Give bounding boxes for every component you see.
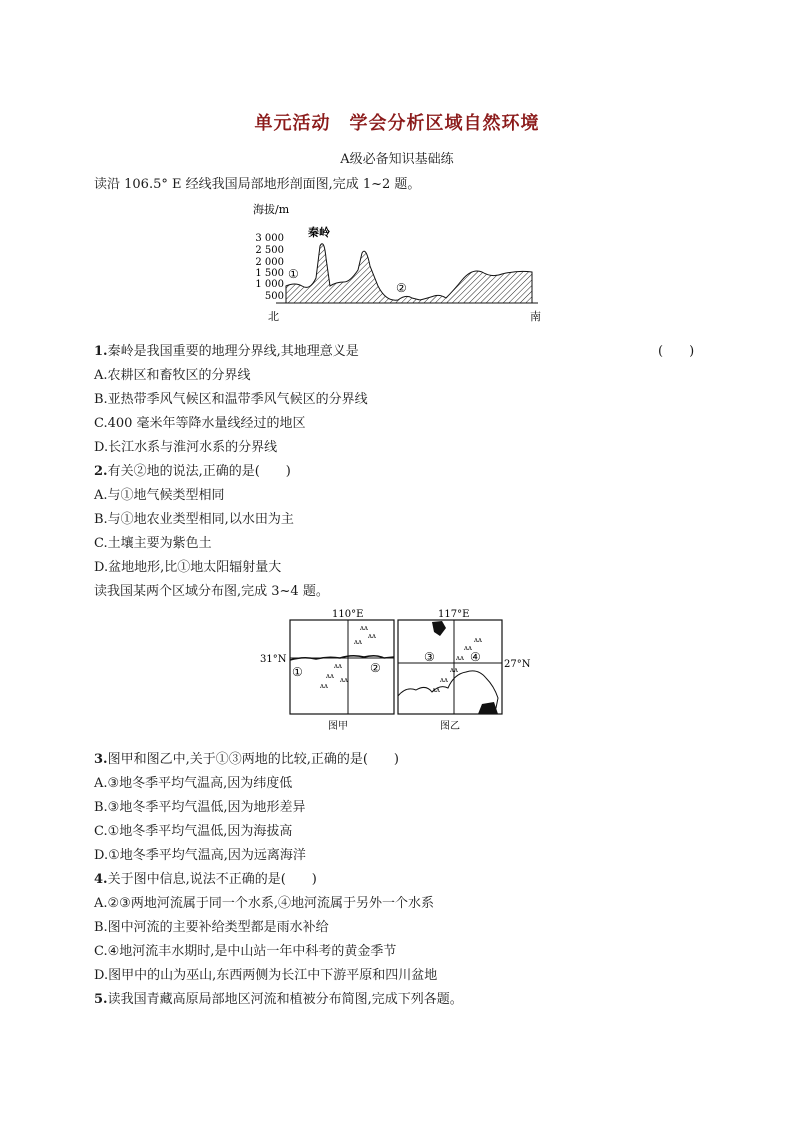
q5-number: 5.	[94, 992, 108, 1007]
yi-mark-4: ④	[470, 650, 481, 664]
yi-mark-3: ③	[424, 650, 435, 664]
q2-option-a: A.与①地气候类型相同	[94, 488, 225, 503]
mountain-symbols	[431, 636, 482, 694]
south-label: 南	[530, 310, 541, 323]
intro-text-2: 读我国某两个区域分布图,完成 3~4 题。	[94, 584, 329, 599]
q2-option-c: C.土壤主要为紫色土	[94, 536, 212, 551]
svg-text:ʌʌ: ʌʌ	[354, 638, 362, 646]
qinling-label: 秦岭	[308, 226, 330, 239]
svg-text:ʌʌ: ʌʌ	[450, 666, 458, 674]
q1-stem	[94, 340, 359, 359]
q1-answer-paren: ( )	[658, 344, 695, 359]
jia-latitude: 31°N	[260, 654, 287, 665]
q2-option-b: B.与①地农业类型相同,以水田为主	[94, 512, 294, 527]
terrain-profile-figure	[240, 198, 560, 326]
q3-number: 3.	[94, 752, 108, 767]
profile-mark-2: ②	[396, 281, 407, 295]
jia-mark-2: ②	[370, 661, 381, 675]
jia-caption: 图甲	[328, 721, 348, 732]
svg-text:ʌʌ: ʌʌ	[320, 682, 328, 690]
yi-caption: 图乙	[440, 721, 460, 732]
q2-stem	[94, 460, 291, 479]
lake-shape	[432, 621, 446, 636]
q1-option-a: A.农耕区和畜牧区的分界线	[94, 368, 251, 383]
q4-option-d: D.图甲中的山为巫山,东西两侧为长江中下游平原和四川盆地	[94, 968, 438, 983]
q3-option-d: D.①地冬季平均气温高,因为远离海洋	[94, 848, 306, 863]
q2-number: 2.	[94, 464, 108, 479]
terrain-profile-shape	[286, 244, 532, 303]
intro-text-1: 读沿 106.5° E 经线我国局部地形剖面图,完成 1~2 题。	[94, 177, 421, 192]
profile-ylabel: 海拔/m	[253, 203, 290, 216]
coast-dark-area	[478, 702, 498, 714]
svg-text:ʌʌ: ʌʌ	[456, 654, 464, 662]
profile-yticks	[255, 233, 284, 302]
svg-text:ʌʌ: ʌʌ	[334, 662, 342, 670]
north-label: 北	[268, 310, 279, 323]
map-yi	[398, 609, 531, 732]
q3-text: 图甲和图乙中,关于①③两地的比较,正确的是( )	[107, 752, 399, 767]
q4-stem	[94, 868, 317, 887]
profile-mark-1: ①	[288, 267, 299, 281]
q1-option-b: B.亚热带季风气候区和温带季风气候区的分界线	[94, 392, 368, 407]
ytick: 500	[264, 291, 284, 302]
svg-text:ʌʌ: ʌʌ	[360, 624, 368, 632]
q1-option-c: C.400 毫米年等降水量线经过的地区	[94, 416, 306, 431]
svg-text:ʌʌ: ʌʌ	[440, 676, 448, 684]
map-jia	[260, 609, 394, 732]
region-maps-figure	[256, 604, 546, 734]
ytick: 1 000	[255, 279, 284, 290]
ytick: 1 500	[255, 268, 284, 279]
page-title: 单元活动 学会分析区域自然环境	[254, 113, 540, 134]
ytick: 2 500	[255, 245, 284, 256]
svg-text:ʌʌ: ʌʌ	[326, 672, 334, 680]
q3-stem	[94, 748, 399, 767]
q2-option-d: D.盆地地形,比①地太阳辐射量大	[94, 560, 282, 575]
q1-text: 秦岭是我国重要的地理分界线,其地理意义是	[107, 344, 359, 359]
q3-option-a: A.③地冬季平均气温高,因为纬度低	[94, 776, 293, 791]
svg-text:ʌʌ: ʌʌ	[474, 636, 482, 644]
q1-option-d: D.长江水系与淮河水系的分界线	[94, 440, 278, 455]
svg-text:ʌʌ: ʌʌ	[464, 644, 472, 652]
q4-option-c: C.④地河流丰水期时,是中山站一年中科考的黄金季节	[94, 944, 397, 959]
svg-text:ʌʌ: ʌʌ	[340, 676, 348, 684]
jia-mark-1: ①	[292, 665, 303, 679]
q1-number: 1.	[94, 344, 108, 359]
q4-option-a: A.②③两地河流属于同一个水系,④地河流属于另外一个水系	[94, 896, 434, 911]
svg-text:ʌʌ: ʌʌ	[432, 686, 440, 694]
q4-text: 关于图中信息,说法不正确的是( )	[107, 872, 317, 887]
svg-text:ʌʌ: ʌʌ	[368, 632, 376, 640]
q3-option-c: C.①地冬季平均气温低,因为海拔高	[94, 824, 293, 839]
q5-stem	[94, 988, 463, 1007]
yi-latitude: 27°N	[504, 659, 531, 670]
ytick: 2 000	[255, 257, 284, 268]
q4-option-b: B.图中河流的主要补给类型都是雨水补给	[94, 920, 329, 935]
ytick: 3 000	[255, 233, 284, 244]
q5-text: 读我国青藏高原局部地区河流和植被分布简图,完成下列各题。	[107, 992, 463, 1007]
q2-text: 有关②地的说法,正确的是( )	[107, 464, 291, 479]
jia-longitude: 110°E	[332, 609, 364, 620]
q4-number: 4.	[94, 872, 108, 887]
q3-option-b: B.③地冬季平均气温低,因为地形差异	[94, 800, 306, 815]
section-subtitle: A级必备知识基础练	[340, 152, 454, 167]
yi-longitude: 117°E	[438, 609, 470, 620]
